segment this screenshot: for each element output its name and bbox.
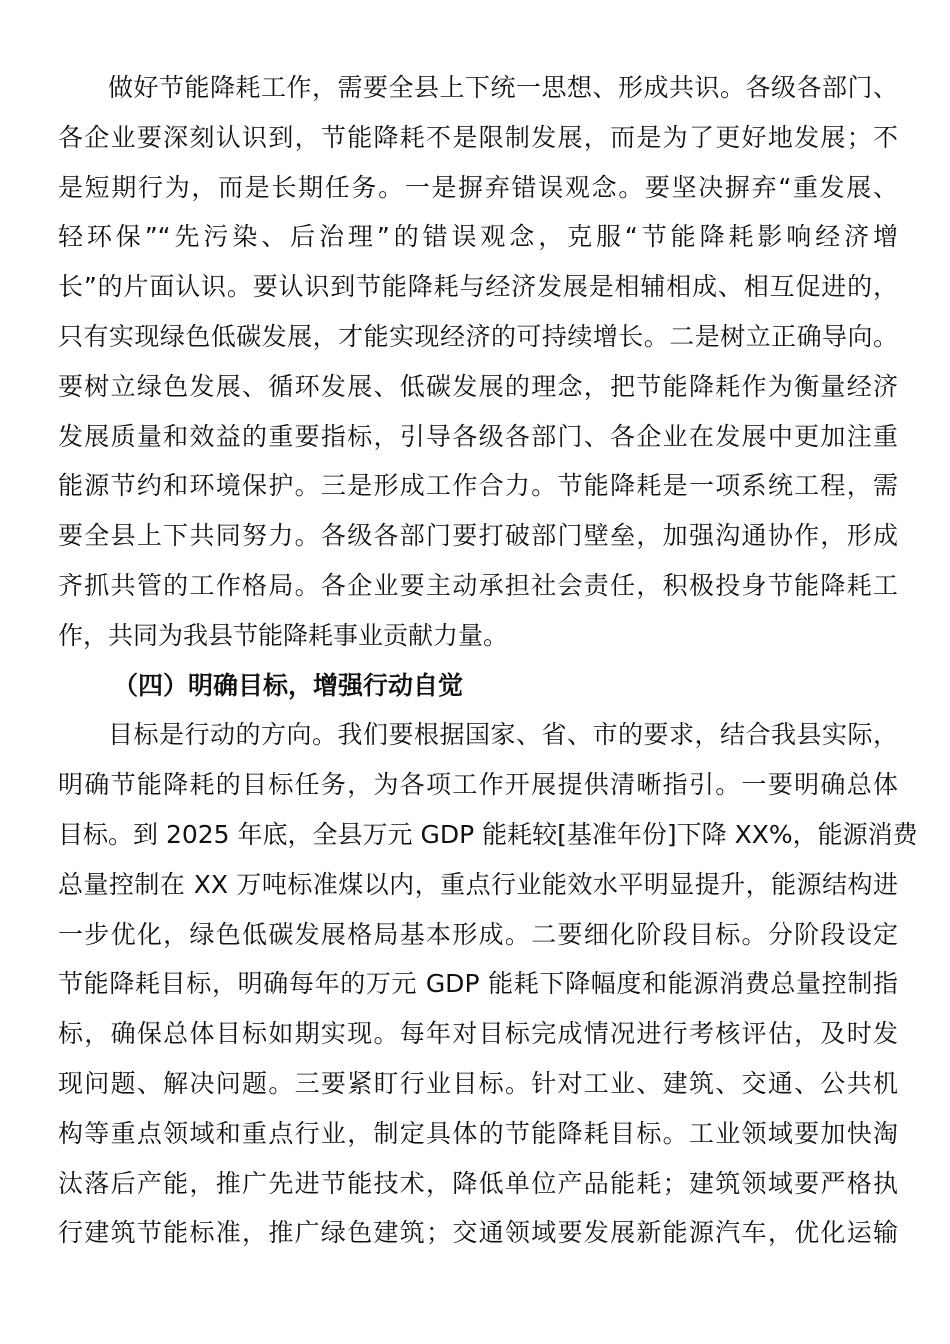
paragraph-line: 标，确保总体目标如期实现。每年对目标完成情况进行考核评估，及时发 [58, 1019, 898, 1049]
paragraph-line: 构等重点领域和重点行业，制定具体的节能降耗目标。工业领域要加快淘 [58, 1118, 898, 1148]
paragraph-line: 要树立绿色发展、循环发展、低碳发展的理念，把节能降耗作为衡量经济 [58, 371, 898, 401]
paragraph-line: 现问题、解决问题。三要紧盯行业目标。针对工业、建筑、交通、公共机 [58, 1068, 898, 1098]
paragraph-line: 行建筑节能标准，推广绿色建筑；交通领域要发展新能源汽车，优化运输 [58, 1218, 898, 1248]
paragraph-line: 能源节约和环境保护。三是形成工作合力。节能降耗是一项系统工程，需 [58, 471, 898, 501]
paragraph-goals [58, 710, 918, 1258]
paragraph-line: 长”的片面认识。要认识到节能降耗与经济发展是相辅相成、相互促进的， [58, 272, 898, 302]
paragraph-line: 要全县上下共同努力。各级各部门要打破部门壁垒，加强沟通协作，形成 [58, 521, 898, 551]
paragraph-energy-consensus [58, 63, 898, 661]
paragraph-line: 是短期行为，而是长期任务。一是摒弃错误观念。要坚决摒弃“重发展、 [58, 172, 898, 202]
paragraph-line: 作，共同为我县节能降耗事业贡献力量。 [58, 620, 509, 650]
paragraph-line: 轻环保”“先污染、后治理”的错误观念，克服“节能降耗影响经济增 [58, 222, 898, 252]
paragraph-line: 目标是行动的方向。我们要根据国家、省、市的要求，结合我县实际， [108, 720, 898, 750]
paragraph-line: 各企业要深刻认识到，节能降耗不是限制发展，而是为了更好地发展；不 [58, 122, 898, 152]
paragraph-line: 总量控制在 XX 万吨标准煤以内，重点行业能效水平明显提升，能源结构进 [58, 869, 898, 899]
paragraph-line: 齐抓共管的工作格局。各企业要主动承担社会责任，积极投身节能降耗工 [58, 570, 898, 600]
document-body [58, 63, 918, 1258]
paragraph-line: 目标。到 2025 年底，全县万元 GDP 能耗较[基准年份]下降 XX%，能源消费 [58, 819, 918, 849]
paragraph-line: 只有实现绿色低碳发展，才能实现经济的可持续增长。二是树立正确导向。 [58, 321, 898, 351]
paragraph-line: 做好节能降耗工作，需要全县上下统一思想、形成共识。各级各部门、 [108, 73, 898, 102]
paragraph-line: 汰落后产能，推广先进节能技术，降低单位产品能耗；建筑领域要严格执 [58, 1168, 898, 1198]
paragraph-line: 一步优化，绿色低碳发展格局基本形成。二要细化阶段目标。分阶段设定 [58, 919, 898, 949]
paragraph-line: 明确节能降耗的目标任务，为各项工作开展提供清晰指引。一要明确总体 [58, 770, 898, 800]
paragraph-line: 发展质量和效益的重要指标，引导各级各部门、各企业在发展中更加注重 [58, 421, 898, 451]
paragraph-line: 节能降耗目标，明确每年的万元 GDP 能耗下降幅度和能源消费总量控制指 [58, 969, 898, 999]
section-heading: （四）明确目标，增强行动自觉 [113, 670, 464, 700]
